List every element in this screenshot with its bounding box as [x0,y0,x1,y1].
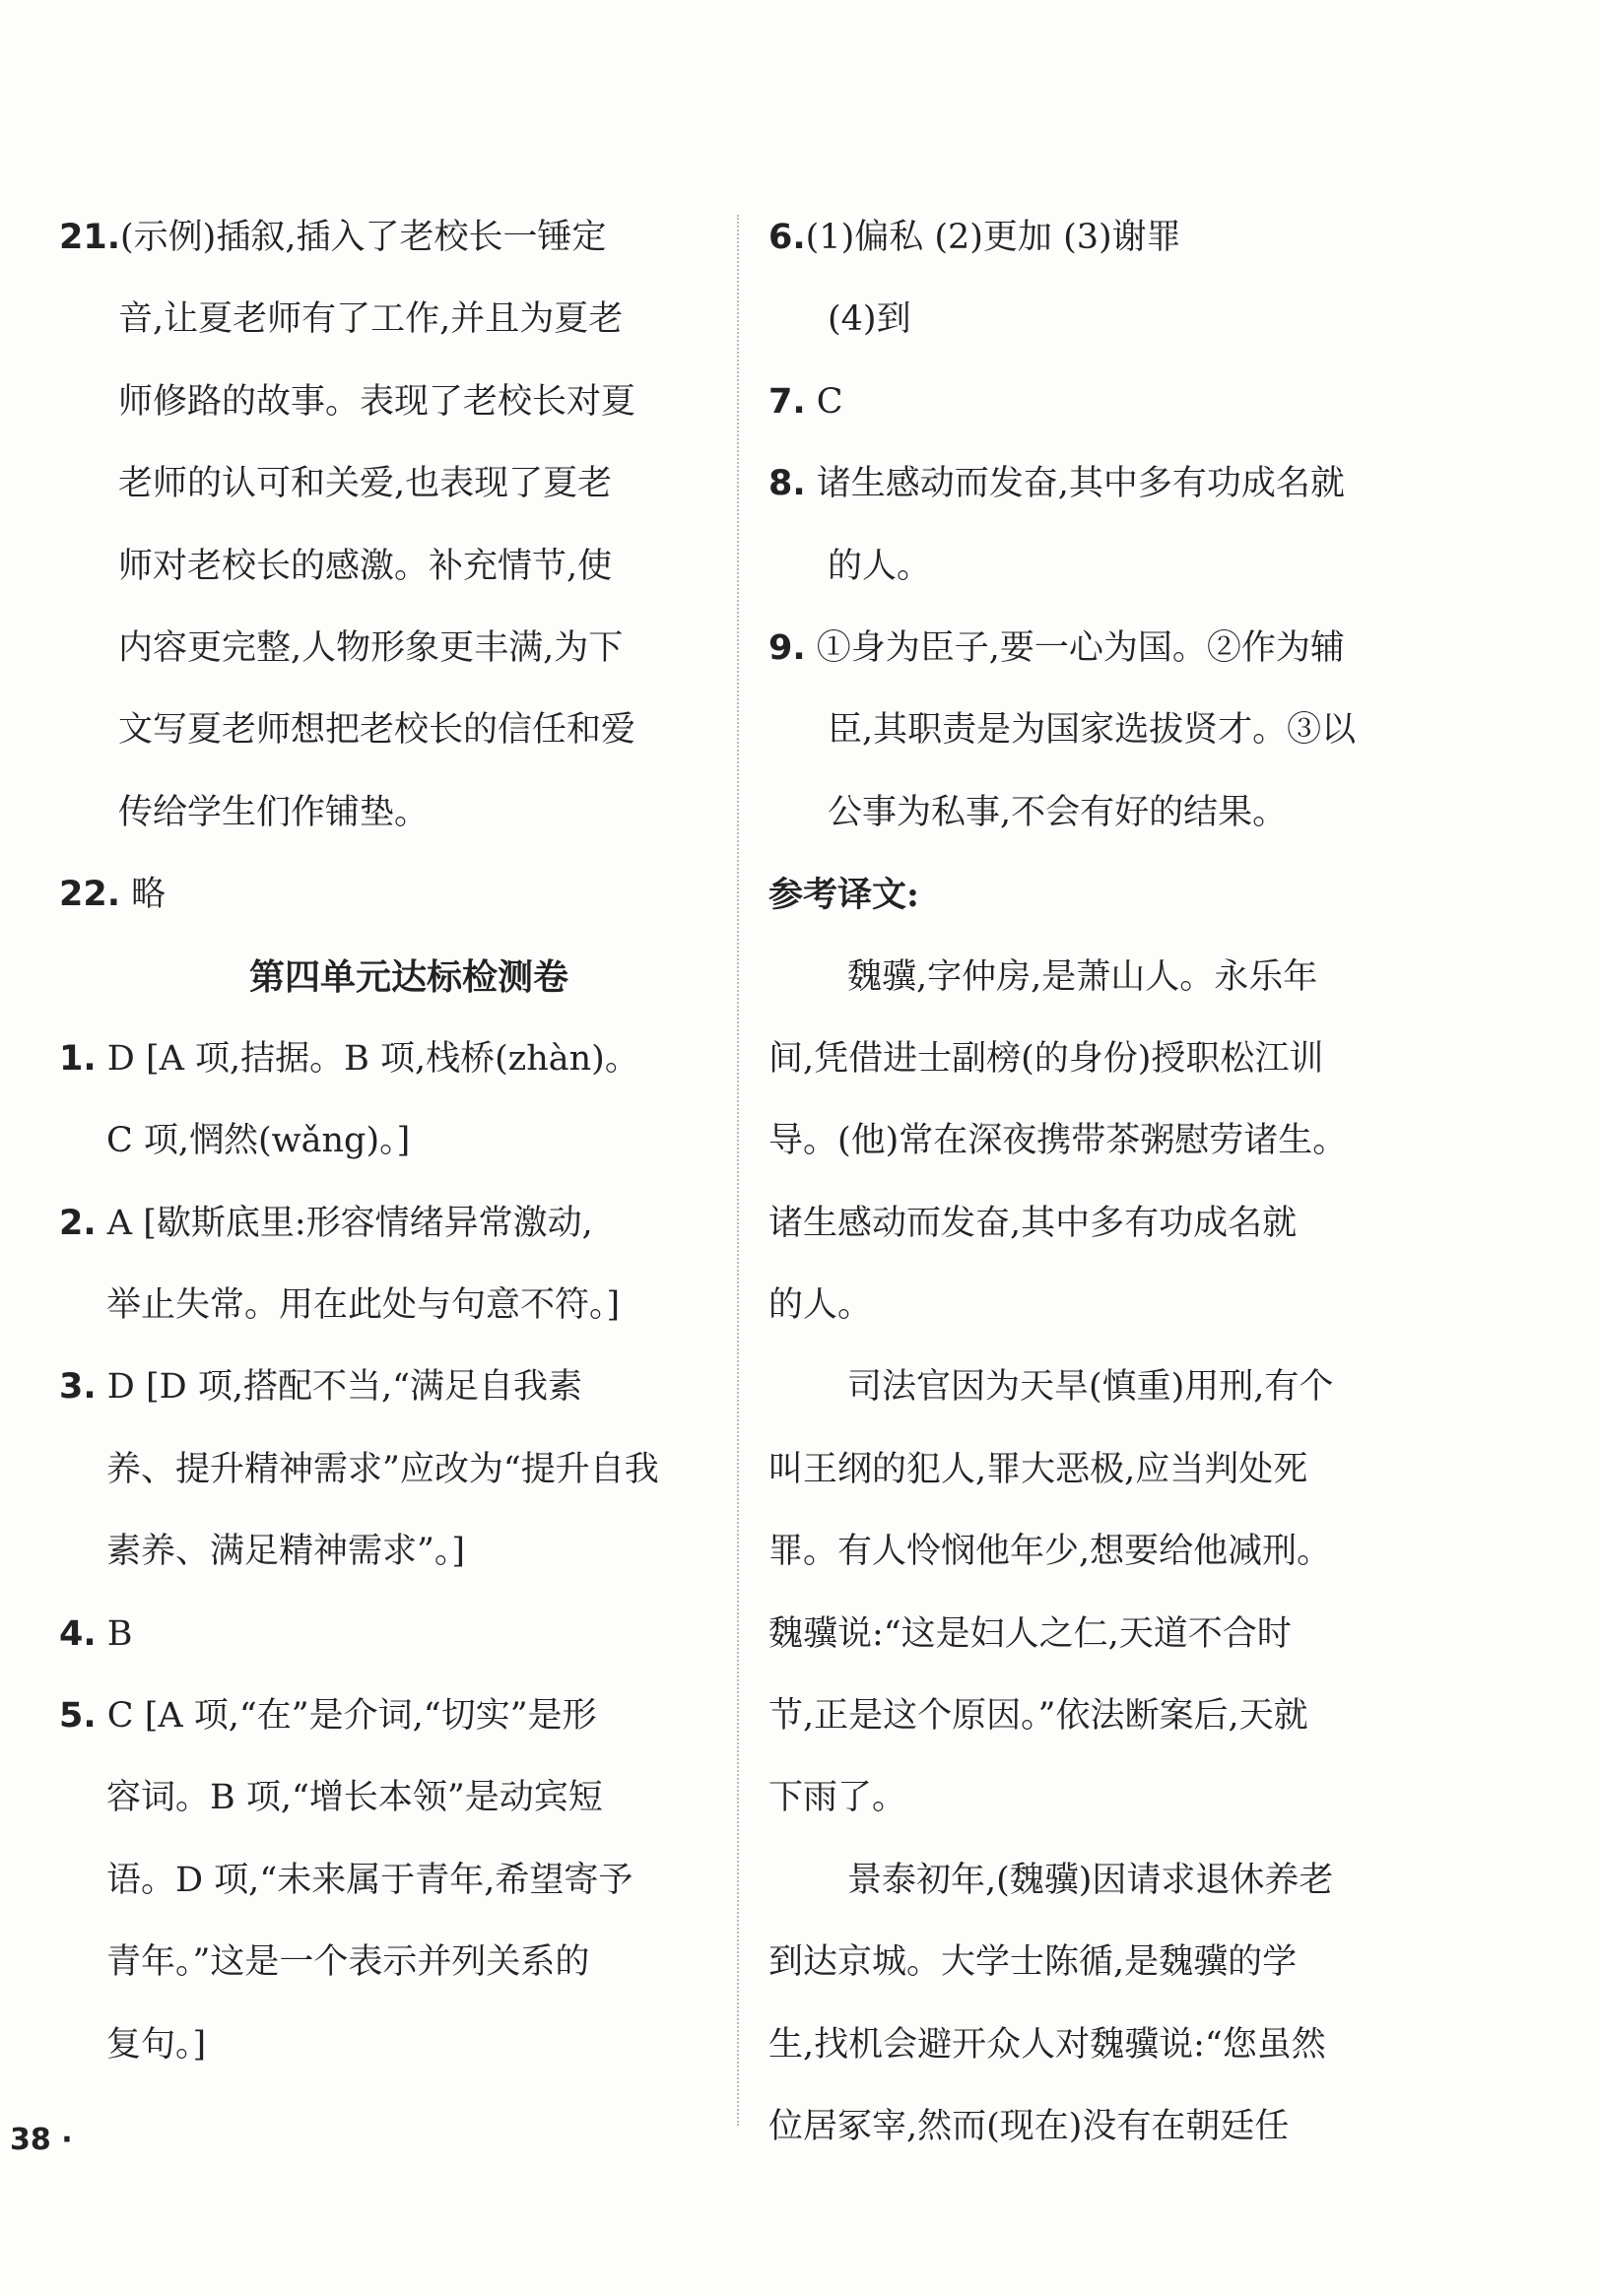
q21-line-6: 内容更完整,人物形象更丰满,为下 [118,627,624,668]
q5-line-1: 5. C [A 项,“在”是介词,“切实”是形 [59,1696,597,1737]
q2-line-1: 2. A [歇斯底里:形容情绪异常激动, [59,1203,593,1243]
q2-line-2: 举止失常。用在此处与句意不符。] [106,1285,621,1326]
q6-line-1: 6.(1)偏私 (2)更加 (3)谢罪 [768,218,1181,257]
q9-line-2: 臣,其职责是为国家选拔贤才。③以 [828,710,1357,751]
right-column [768,197,1419,2168]
q8-number: 8. [768,464,806,504]
left-column [59,197,700,2086]
q8-line-1: 8. 诸生感动而发奋,其中多有功成名就 [768,464,1345,504]
para1-line-3: 导。(他)常在深夜携带茶粥慰劳诸生。 [768,1121,1348,1161]
para2-line-3: 罪。有人怜悯他年少,想要给他减刑。 [768,1532,1332,1572]
q21-line-1: 21.(示例)插叙,插入了老校长一锤定 [59,218,607,257]
page-number: 38 · [10,2123,73,2157]
para3-line-3: 生,找机会避开众人对魏骥说:“您虽然 [768,2024,1326,2065]
q4-number: 4. [59,1613,97,1654]
q4: 4. B [59,1613,133,1654]
para2-line-2: 叫王纲的犯人,罪大恶极,应当判处死 [768,1449,1308,1489]
q6-line-2: (4)到 [828,299,911,340]
q5-line-5: 复句。] [106,2024,207,2065]
para3-line-4: 位居冢宰,然而(现在)没有在朝廷任 [768,2106,1290,2146]
para1-line-5: 的人。 [768,1285,873,1326]
para2-line-1: 司法官因为天旱(慎重)用刑,有个 [847,1367,1334,1408]
q5-line-3: 语。D 项,“未来属于青年,希望寄予 [106,1860,633,1900]
q8-line-2: 的人。 [828,546,932,586]
q22: 22. 略 [59,875,167,915]
q9-number: 9. [768,627,806,668]
q21-line-2: 音,让夏老师有了工作,并且为夏老 [118,299,624,340]
q22-number: 22. [59,875,121,915]
q21-line-7: 文写夏老师想把老校长的信任和爱 [118,710,636,751]
q3-line-1: 3. D [D 项,搭配不当,“满足自我素 [59,1367,582,1408]
q7-number: 7. [768,381,806,422]
para1-line-4: 诸生感动而发奋,其中多有功成名就 [768,1203,1298,1243]
section-title: 第四单元达标检测卷 [248,955,568,998]
q21-line-8: 传给学生们作铺垫。 [118,792,430,832]
q3-number: 3. [59,1367,97,1408]
para3-line-1: 景泰初年,(魏骥)因请求退休养老 [847,1860,1334,1900]
q3-line-3: 素养、满足精神需求”。] [106,1532,466,1572]
q5-number: 5. [59,1696,97,1737]
q9-line-1: 9. ①身为臣子,要一心为国。②作为辅 [768,627,1345,668]
q2-number: 2. [59,1203,97,1243]
para2-line-5: 节,正是这个原因。”依法断案后,天就 [768,1696,1308,1737]
q21-number: 21. [59,218,121,257]
para2-line-6: 下雨了。 [768,1778,907,1818]
q5-line-2: 容词。B 项,“增长本领”是动宾短 [106,1778,603,1818]
q1-line-2: C 项,惘然(wǎng)。] [106,1121,411,1161]
q3-line-2: 养、提升精神需求”应改为“提升自我 [106,1449,659,1489]
q9-line-3: 公事为私事,不会有好的结果。 [828,792,1288,832]
para3-line-2: 到达京城。大学士陈循,是魏骥的学 [768,1942,1298,1983]
q7: 7. C [768,381,843,422]
para1-line-2: 间,凭借进士副榜(的身份)授职松江训 [768,1038,1324,1079]
column-divider [737,215,739,2126]
q6-number: 6. [768,218,806,257]
q21-line-5: 师对老校长的感激。补充情节,使 [118,546,613,586]
translation-title: 参考译文: [768,875,919,916]
q1-number: 1. [59,1038,97,1079]
q1-line-1: 1. D [A 项,拮据。B 项,栈桥(zhàn)。 [59,1038,639,1079]
q21-line-3: 师修路的故事。表现了老校长对夏 [118,381,636,422]
q21-line-4: 老师的认可和关爱,也表现了夏老 [118,464,613,504]
para1-line-1: 魏骥,字仲房,是萧山人。永乐年 [847,956,1318,997]
q5-line-4: 青年。”这是一个表示并列关系的 [106,1942,590,1983]
para2-line-4: 魏骥说:“这是妇人之仁,天道不合时 [768,1613,1292,1654]
